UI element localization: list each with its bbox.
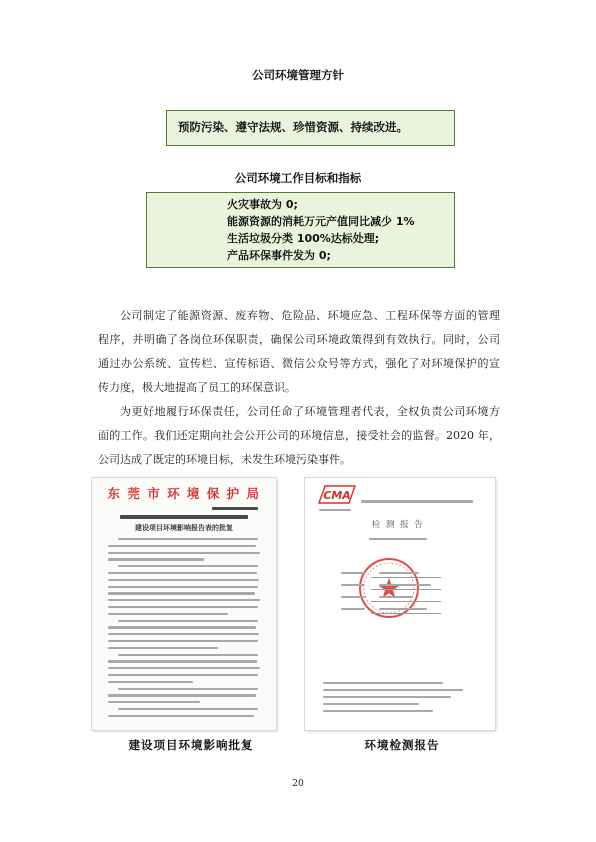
illegible-text-line — [108, 694, 256, 696]
body-text — [98, 304, 500, 472]
illegible-text-line — [108, 599, 260, 601]
page-number: 20 — [292, 779, 304, 789]
illegible-text-line — [108, 545, 256, 547]
illegible-text-line — [379, 572, 419, 574]
illegible-text-line — [118, 688, 258, 690]
text-line: 面的工作。我们还定期向社会公开公司的环境信息，接受社会的监督。2020 年， — [98, 429, 500, 442]
illegible-text-line — [108, 592, 255, 594]
text-line: 公司制定了能源资源、废弃物、危险品、环境应急、工程环保等方面的管理 — [120, 309, 500, 322]
text-line: 通过办公系统、宣传栏、宣传标语、微信公众号等方式，强化了对环境保护的宣 — [98, 357, 500, 370]
policy-statement: 预防污染、遵守法规、珍惜资源、持续改进。 — [178, 120, 408, 134]
form-underline — [371, 613, 441, 614]
text-line: 程序，并明确了各岗位环保职责，确保公司环境政策得到有效执行。同时，公司 — [98, 333, 500, 346]
text-line: 为更好地履行环保责任，公司任命了环境管理者代表，全权负责公司环境方 — [120, 405, 500, 418]
targets-box — [146, 192, 455, 268]
illegible-text-line — [323, 696, 451, 698]
policy-title: 公司环境管理方针 — [252, 68, 344, 82]
illegible-text-line — [379, 608, 427, 610]
illegible-text-line — [341, 608, 365, 610]
approval-document-image — [92, 478, 276, 730]
report-title: 检 测 报 告 — [371, 520, 425, 530]
illegible-text-line — [108, 633, 259, 635]
illegible-text-line — [108, 579, 259, 581]
illegible-text-line — [108, 586, 258, 588]
illegible-text-line — [341, 596, 365, 598]
illegible-text-line — [108, 613, 228, 615]
illegible-text-line — [212, 507, 258, 510]
text-line: 公司达成了既定的环境目标，未发生环境污染事件。 — [98, 453, 351, 466]
illegible-text-line — [108, 701, 200, 703]
illegible-text-line — [108, 572, 257, 574]
illegible-text-line — [369, 538, 427, 540]
illegible-text-line — [379, 596, 413, 598]
illegible-text-line — [361, 500, 473, 503]
target-item: 生活垃圾分类 100%达标处理; — [227, 232, 380, 245]
form-underline — [371, 577, 441, 578]
svg-text:CMA: CMA — [323, 489, 351, 502]
illegible-text-line — [108, 660, 257, 662]
text-line: 传力度，极大地提高了员工的环保意识。 — [98, 381, 296, 394]
illegible-text-line — [108, 647, 218, 649]
target-item: 产品环保事件发为 0; — [227, 249, 331, 262]
illegible-text-line — [108, 715, 254, 717]
paragraph-management — [98, 304, 500, 400]
illegible-text-line — [341, 584, 365, 586]
target-item: 火灾事故为 0; — [227, 198, 298, 211]
illegible-text-line — [108, 681, 193, 683]
illegible-text-line — [323, 689, 463, 691]
paragraph-responsibility — [98, 400, 500, 472]
illegible-text-line — [108, 640, 258, 642]
approval-letterhead: 东 莞 市 环 境 保 护 局 — [107, 486, 261, 501]
illegible-text-line — [108, 667, 260, 669]
illegible-text-line — [108, 552, 260, 554]
form-underline — [371, 589, 441, 590]
illegible-text-line — [323, 703, 419, 705]
form-underline — [371, 601, 441, 602]
illegible-text-line — [118, 708, 258, 710]
illegible-text-line — [120, 515, 248, 519]
illegible-text-line — [323, 710, 433, 712]
illegible-text-line — [118, 538, 258, 540]
target-item: 能源资源的消耗万元产值同比减少 1% — [227, 215, 415, 228]
official-seal-icon — [357, 556, 421, 620]
illegible-text-line — [323, 682, 443, 684]
report-caption: 环境检测报告 — [364, 738, 440, 752]
illegible-text-line — [108, 674, 258, 676]
illegible-text-line — [379, 584, 431, 586]
targets-title: 公司环境工作目标和指标 — [234, 171, 362, 185]
illegible-text-line — [319, 509, 351, 511]
illegible-text-line — [341, 572, 365, 574]
illegible-text-line — [108, 606, 258, 608]
illegible-text-line — [118, 654, 258, 656]
illegible-text-line — [118, 565, 258, 567]
illegible-text-line — [118, 620, 258, 622]
cma-logo-icon — [317, 483, 357, 507]
approval-subtitle: 建设项目环境影响报告表的批复 — [135, 524, 233, 532]
test-report-image — [305, 478, 495, 730]
illegible-text-line — [108, 626, 256, 628]
illegible-text-line — [108, 558, 204, 560]
approval-caption: 建设项目环境影响批复 — [128, 738, 254, 752]
policy-statement-box — [166, 110, 455, 146]
